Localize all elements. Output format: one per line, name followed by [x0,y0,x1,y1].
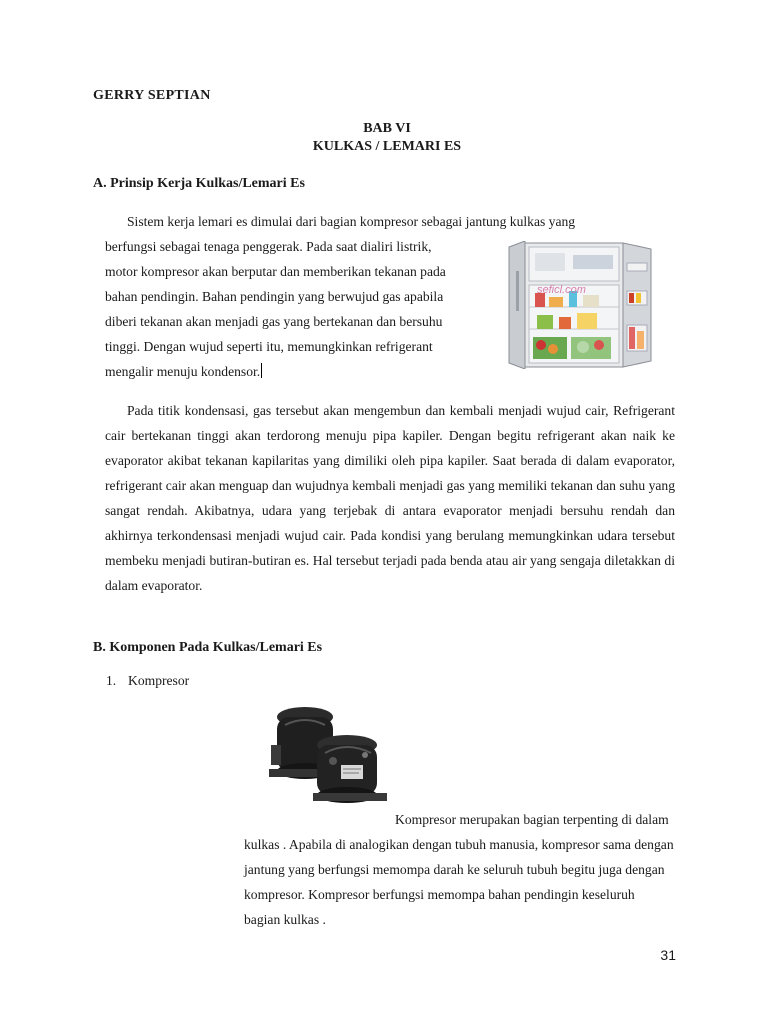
compressor-image [265,705,393,809]
list-item [106,673,189,689]
refrigerator-image [507,241,653,369]
page-number: 31 [660,947,676,963]
list-label: Kompresor [128,673,190,688]
paragraph-line: bahan pendingin. Bahan pendingin yang berwujud gas apabila [105,289,444,304]
kompresor-description [244,807,674,932]
section-a-paragraph-2 [105,398,675,598]
chapter-number: BAB VI [363,121,411,136]
text-cursor [261,363,262,378]
paragraph-line-last [105,359,499,384]
section-b-heading: B. Komponen Pada Kulkas/Lemari Es [93,640,323,655]
chapter-title: KULKAS / LEMARI ES [312,139,462,154]
paragraph-text: Pada titik kondensasi, gas tersebut akan mengembun dan kembali menjadi wujud cair, Refrigerant cair bertekanan tinggi akan terdorong menuju pipa kapiler. Dengan begitu refrigerant akan naik ke evaporator akibat tekanan kapilaritas yang dimiliki oleh pipa kapiler. Saat berada di dalam evaporator, refrigerant cair akan menguap dan wujudnya kembali menjadi gas yang memiliki tekanan dan suhu yang sangat rendah. Akibatnya, udara yang terjebak di antara evaporator menjadi bersuhu rendah dan akhirnya terkondensasi menjadi wujud cair. Pada kondisi yang berulang memungkinkan udara tersebut membeku menjadi butiran-butiran es. Hal tersebut terjadi pada benda atau air yang sengaja diletakkan di dalam evaporator. [105,403,675,593]
section-a-heading: A. Prinsip Kerja Kulkas/Lemari Es [93,176,305,191]
paragraph-line: tinggi. Dengan wujud seperti itu, memungkinkan refrigerant [105,339,433,354]
author-name: GERRY SEPTIAN [93,88,211,103]
list-number: 1. [106,673,117,688]
image-watermark: seficl.com [537,284,586,296]
paragraph-line: Sistem kerja lemari es dimulai dari bagian kompresor sebagai jantung kulkas yang [127,214,576,229]
paragraph-line: berfungsi sebagai tenaga penggerak. Pada saat dialiri listrik, [105,239,432,254]
paragraph-line: motor kompresor akan berputar dan memberikan tekanan pada [105,264,446,279]
paragraph-line: mengalir menuju kondensor. [105,364,261,379]
paragraph-line: diberi tekanan akan menjadi gas yang bertekanan dan bersuhu [105,314,443,329]
paragraph-text: Kompresor merupakan bagian terpenting di dalam kulkas . Apabila di analogikan dengan tubuh manusia, kompresor sama dengan jantung yang berfungsi memompa darah ke seluruh tubuh begitu juga dengan kompresor. Kompresor berfungsi memompa bahan pendingin keseluruh bagian kulkas . [244,812,674,927]
